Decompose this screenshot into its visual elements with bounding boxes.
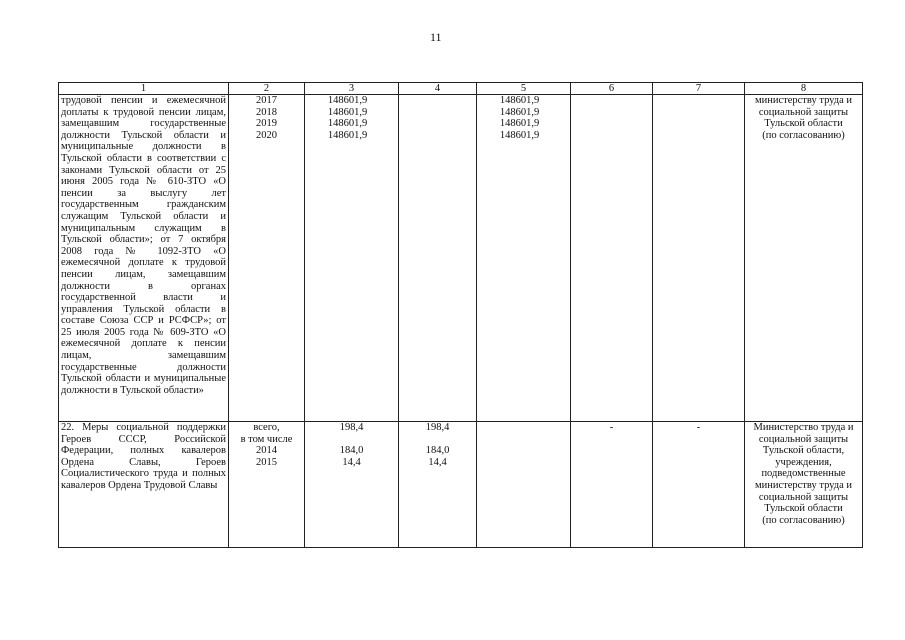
row1-col5 [477, 95, 571, 422]
row2-col4-value: 184,0 [425, 445, 450, 457]
header-cell-3: 3 [305, 83, 399, 95]
row2-col3 [305, 422, 399, 548]
row1-year: 2020 [256, 129, 277, 141]
row2-col6-dash: - [609, 422, 614, 433]
row2-executor-line: социальной защиты [758, 491, 849, 503]
row2-col3-value: 184,0 [339, 445, 364, 457]
row1-col7 [653, 95, 745, 422]
row2-col6 [571, 422, 653, 548]
row2-col2-line: 2015 [256, 456, 277, 468]
row2-executor-line: учреждения, [775, 456, 832, 468]
row1-executor [745, 95, 863, 422]
row1-col5-value: 148601,9 [499, 129, 540, 141]
row1-col6 [571, 95, 653, 422]
header-cell-6: 6 [571, 83, 653, 95]
row1-col5-value: 148601,9 [499, 118, 540, 130]
row2-col7-dash: - [696, 422, 701, 433]
row2-col5 [477, 422, 571, 548]
row2-col4 [399, 422, 477, 548]
row2-col7 [653, 422, 745, 548]
row2-col3-value [307, 434, 396, 446]
header-cell-4: 4 [399, 83, 477, 95]
row1-col4 [399, 95, 477, 422]
row2-executor-line: социальной защиты [758, 433, 849, 445]
row1-year: 2019 [256, 118, 277, 130]
row2-executor [745, 422, 863, 548]
page-number: 11 [430, 30, 442, 44]
row1-executor-line: Тульской области [764, 118, 843, 130]
row2-executor-line: министерству труда и [754, 479, 853, 491]
row1-years [229, 95, 305, 422]
row1-col3 [305, 95, 399, 422]
row2-col4-value: 14,4 [428, 456, 447, 468]
row2-executor-line: Министерство труда и [753, 422, 854, 433]
row2-description: 22. Меры социальной поддержки Героев СССР, Российской Федерации, полных кавалеров Ордена Славы, Героев Социалистического труда и полных кавалеров Ордена Трудовой Славы [59, 422, 229, 548]
row2-col3-value: 198,4 [339, 422, 364, 433]
header-cell-1: 1 [59, 83, 229, 95]
row1-executor-line: (по согласованию) [762, 129, 845, 141]
row2-col2-line: 2014 [256, 445, 277, 457]
row1-col3-value: 148601,9 [327, 95, 368, 106]
row1-col3-value: 148601,9 [327, 118, 368, 130]
row2-executor-line: Тульской области [764, 503, 843, 515]
row1-executor-line: социальной защиты [758, 106, 849, 118]
row1-executor-line: министерству труда и [754, 95, 853, 106]
row2-col2-line: в том числе [240, 433, 293, 445]
row1-col3-value: 148601,9 [327, 106, 368, 118]
header-cell-8: 8 [745, 83, 863, 95]
table-row [59, 95, 863, 422]
row1-description: трудовой пенсии и ежемесячной доплаты к трудовой пенсии лицам, замещавшим государственные должности Тульской области и муниципальные должности в Тульской области в соответствии с законами Тульской области от 25 июня 2005 года № 610-ЗТО «О пенсии за выслугу лет государственным гражданским служащим Тульской области и муниципальным служащим в Тульской области»; от 7 октября 2008 года № 1092-ЗТО «О ежемесячной доплате к трудовой пенсии лицам, замещавшим должности в органах государственной власти и управления Тульской области в составе Союза ССР и РСФСР»; от 25 июля 2005 года № 609-ЗТО «О ежемесячной доплате к пенсии лицам, замещавшим государственные должности Тульской области и муниципальные должности в Тульской области» [59, 95, 229, 422]
row1-col5-value: 148601,9 [499, 106, 540, 118]
budget-table [58, 82, 863, 548]
row1-year: 2017 [256, 95, 277, 106]
row1-year: 2018 [256, 106, 277, 118]
row2-col3-value: 14,4 [342, 456, 361, 468]
row2-executor-line: (по согласованию) [762, 514, 845, 526]
row2-col2-line: всего, [253, 422, 280, 433]
row2-col4-value [401, 434, 474, 446]
header-cell-7: 7 [653, 83, 745, 95]
table-row [59, 422, 863, 548]
row2-executor-line: Тульской области, [762, 445, 845, 457]
row2-col4-value: 198,4 [425, 422, 450, 433]
header-cell-5: 5 [477, 83, 571, 95]
header-cell-2: 2 [229, 83, 305, 95]
row1-col3-value: 148601,9 [327, 129, 368, 141]
row2-executor-line: подведомственные [761, 468, 846, 480]
row2-col2 [229, 422, 305, 548]
row1-col5-value: 148601,9 [499, 95, 540, 106]
header-row [59, 83, 863, 95]
